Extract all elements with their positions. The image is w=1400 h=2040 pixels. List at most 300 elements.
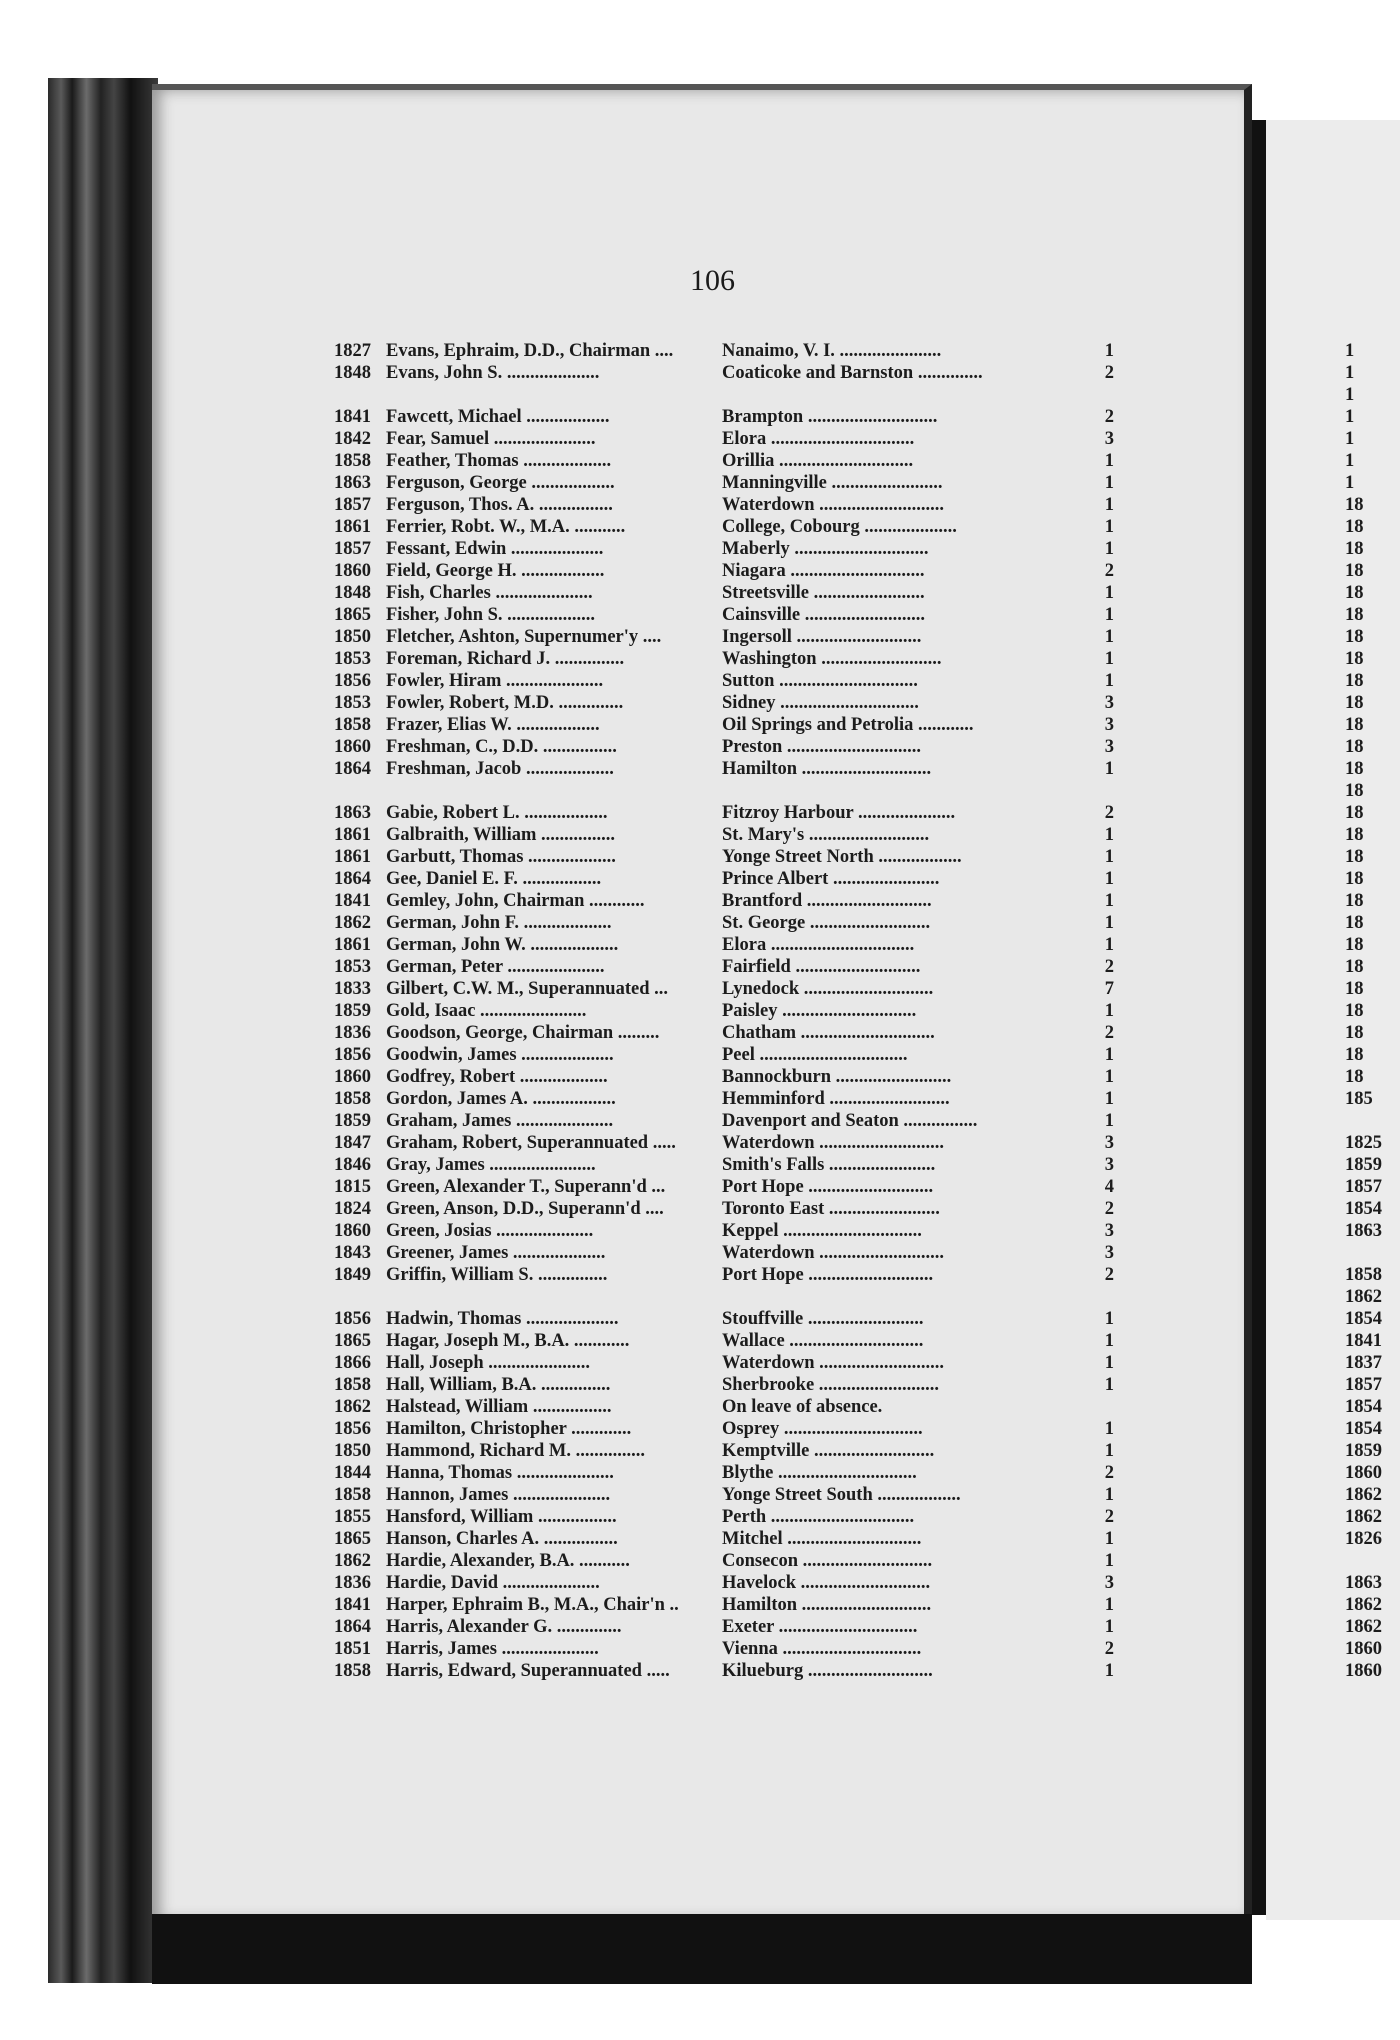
section-gap [334,780,1114,802]
facing-page-fragment: 1 [1345,407,1355,427]
entry-name: Hardie, Alexander, B.A. ........... [386,1551,630,1571]
entry-station: Cainsville .......................... [722,605,925,625]
entry-year: 1865 [334,1331,371,1351]
facing-page-fragment: 18 [1345,627,1364,647]
entry-years-count: 1 [1104,1089,1114,1109]
facing-page-fragment [1345,1550,1400,1572]
entry-name: Griffin, William S. ............... [386,1265,608,1285]
entry-name: Gordon, James A. .................. [386,1089,616,1109]
entry-row [334,758,1114,780]
entry-station: Perth ............................... [722,1507,915,1527]
entry-year: 1844 [334,1463,371,1483]
entry-year: 1863 [334,473,371,493]
facing-page-fragment: 1863 [1345,1573,1382,1593]
entry-year: 1862 [334,1551,371,1571]
entry-station: Sidney .............................. [722,693,919,713]
entry-station: Wallace ............................. [722,1331,924,1351]
entry-row [334,1044,1114,1066]
facing-page-fragment: 18 [1345,891,1364,911]
facing-page-fragment: 18 [1345,957,1364,977]
entry-row [334,714,1114,736]
entry-row [334,648,1114,670]
facing-page-fragment: 18 [1345,803,1364,823]
entry-name: German, John F. ................... [386,913,612,933]
entry-row [334,1308,1114,1330]
entry-station: Paisley ............................. [722,1001,917,1021]
facing-page-fragment: 1 [1345,363,1355,383]
facing-page-fragment: 1854 [1345,1397,1382,1417]
entry-row [334,582,1114,604]
entry-year: 1847 [334,1133,371,1153]
entry-station: Consecon ............................ [722,1551,933,1571]
entry-year: 1858 [334,1089,371,1109]
entry-year: 1856 [334,671,371,691]
entry-years-count: 2 [1104,561,1114,581]
entry-row [334,1506,1114,1528]
entry-years-count: 1 [1104,1617,1114,1637]
entry-name: Graham, James ..................... [386,1111,614,1131]
entry-years-count: 3 [1104,1133,1114,1153]
facing-page-fragment: 1862 [1345,1485,1382,1505]
entry-station: St. Mary's .......................... [722,825,930,845]
entry-station: Keppel .............................. [722,1221,922,1241]
entry-year: 1851 [334,1639,371,1659]
entry-year: 1863 [334,803,371,823]
entry-name: Hansford, William ................. [386,1507,617,1527]
entry-row [334,802,1114,824]
entry-name: Godfrey, Robert ................... [386,1067,608,1087]
entry-station: Nanaimo, V. I. ...................... [722,341,942,361]
facing-page-fragment: 18 [1345,825,1364,845]
entry-years-count: 1 [1104,1441,1114,1461]
entry-years-count: 1 [1104,451,1114,471]
entry-years-count: 1 [1104,869,1114,889]
entry-row [334,670,1114,692]
entry-year: 1858 [334,1485,371,1505]
entry-name: Greener, James .................... [386,1243,606,1263]
entry-name: Harris, James ..................... [386,1639,599,1659]
entry-station: Kemptville .......................... [722,1441,935,1461]
entry-years-count: 1 [1104,759,1114,779]
entry-year: 1853 [334,649,371,669]
entry-year: 1866 [334,1353,371,1373]
entry-years-count: 2 [1104,407,1114,427]
entry-station: Peel ................................ [722,1045,908,1065]
entry-year: 1856 [334,1045,371,1065]
entry-years-count: 1 [1104,473,1114,493]
entry-station: Elora ............................... [722,935,915,955]
entry-year: 1858 [334,451,371,471]
entry-year: 1841 [334,1595,371,1615]
entry-row [334,1352,1114,1374]
entry-row [334,1110,1114,1132]
entry-name: Fish, Charles ..................... [386,583,593,603]
entry-years-count: 3 [1104,429,1114,449]
entry-row [334,1198,1114,1220]
entry-name: German, Peter ..................... [386,957,605,977]
entry-station: St. George .......................... [722,913,931,933]
entry-name: Green, Josias ..................... [386,1221,594,1241]
entry-row [334,340,1114,362]
entry-name: Hanson, Charles A. ................ [386,1529,618,1549]
entry-year: 1815 [334,1177,371,1197]
entry-station: Lynedock ............................ [722,979,934,999]
facing-page-fragment: 1860 [1345,1639,1382,1659]
entry-station: Waterdown ........................... [722,1243,944,1263]
entry-years-count: 7 [1104,979,1114,999]
entry-year: 1853 [334,693,371,713]
entry-row [334,1528,1114,1550]
entry-station: Sutton .............................. [722,671,918,691]
page-bottom-shadow [152,1914,1252,1984]
entry-station: Elora ............................... [722,429,915,449]
entry-name: Halstead, William ................. [386,1397,612,1417]
entry-years-count: 1 [1104,1419,1114,1439]
book-gutter [1252,120,1266,1915]
entry-year: 1860 [334,737,371,757]
entry-row [334,1000,1114,1022]
entry-years-count: 2 [1104,1199,1114,1219]
entry-year: 1861 [334,825,371,845]
entry-row [334,890,1114,912]
entry-years-count: 1 [1104,605,1114,625]
entry-station: Brantford ........................... [722,891,932,911]
entry-row [334,868,1114,890]
entry-row [334,604,1114,626]
entry-row [334,428,1114,450]
facing-page-fragment: 18 [1345,517,1364,537]
entry-row [334,846,1114,868]
entry-station: Washington .......................... [722,649,942,669]
entry-year: 1849 [334,1265,371,1285]
entry-years-count: 3 [1104,737,1114,757]
entry-name: Frazer, Elias W. .................. [386,715,600,735]
entry-years-count: 2 [1104,957,1114,977]
entry-name: Ferrier, Robt. W., M.A. ........... [386,517,626,537]
entry-name: Goodwin, James .................... [386,1045,614,1065]
entry-row [334,406,1114,428]
entry-year: 1864 [334,759,371,779]
entry-station: Havelock ............................ [722,1573,931,1593]
entry-station: Oil Springs and Petrolia ............ [722,715,974,735]
facing-page-fragment: 1841 [1345,1331,1382,1351]
entry-name: Ferguson, George .................. [386,473,615,493]
entry-row [334,1616,1114,1638]
entry-station: Streetsville ........................ [722,583,925,603]
entry-row [334,978,1114,1000]
entry-years-count: 1 [1104,1045,1114,1065]
entry-name: Hamilton, Christopher ............. [386,1419,632,1439]
entry-row [334,934,1114,956]
entry-years-count: 2 [1104,1639,1114,1659]
entry-name: Freshman, C., D.D. ................ [386,737,617,757]
entry-station: Kilueburg ........................... [722,1661,933,1681]
entry-name: Gold, Isaac ....................... [386,1001,587,1021]
entry-year: 1858 [334,715,371,735]
entry-station: Stouffville ......................... [722,1309,924,1329]
entry-name: Fear, Samuel ...................... [386,429,596,449]
entry-name: Gilbert, C.W. M., Superannuated ... [386,979,668,999]
facing-page-fragment: 1859 [1345,1155,1382,1175]
facing-page-fragment: 1862 [1345,1617,1382,1637]
entry-station: Osprey .............................. [722,1419,923,1439]
entry-row [334,1132,1114,1154]
facing-page-fragment [1345,1242,1400,1264]
entry-years-count: 1 [1104,517,1114,537]
entry-years-count: 1 [1104,627,1114,647]
entry-name: Harris, Alexander G. .............. [386,1617,622,1637]
entry-row [334,538,1114,560]
entry-name: Gemley, John, Chairman ............ [386,891,645,911]
entry-name: Feather, Thomas ................... [386,451,612,471]
entry-name: Field, George H. .................. [386,561,605,581]
facing-page-fragment: 1863 [1345,1221,1382,1241]
facing-page-fragment [1345,1110,1400,1132]
entry-name: Freshman, Jacob ................... [386,759,614,779]
entry-station: Preston ............................. [722,737,922,757]
entry-name: Hadwin, Thomas .................... [386,1309,619,1329]
entry-years-count: 3 [1104,1243,1114,1263]
entry-name: Ferguson, Thos. A. ................ [386,495,613,515]
entry-row [334,824,1114,846]
entry-row [334,1242,1114,1264]
facing-page-fragment: 1837 [1345,1353,1382,1373]
facing-page-fragment: 18 [1345,913,1364,933]
entry-name: Evans, John S. .................... [386,363,600,383]
facing-page-fragment: 18 [1345,759,1364,779]
entry-year: 1836 [334,1573,371,1593]
entry-row [334,494,1114,516]
entry-name: Harper, Ephraim B., M.A., Chair'n .. [386,1595,679,1615]
facing-page-fragment: 18 [1345,495,1364,515]
entry-name: Goodson, George, Chairman ......... [386,1023,660,1043]
entry-year: 1859 [334,1001,371,1021]
facing-page-fragment: 18 [1345,561,1364,581]
entry-years-count: 1 [1104,495,1114,515]
facing-page-fragment: 18 [1345,781,1364,801]
entry-station: Waterdown ........................... [722,495,944,515]
entry-year: 1846 [334,1155,371,1175]
facing-page-fragment: 1860 [1345,1463,1382,1483]
entry-row [334,1462,1114,1484]
entry-year: 1850 [334,627,371,647]
facing-page-fragment: 1860 [1345,1661,1382,1681]
entry-years-count: 1 [1104,1529,1114,1549]
entry-year: 1862 [334,913,371,933]
facing-page-fragment: 185 [1345,1089,1373,1109]
entry-year: 1843 [334,1243,371,1263]
entry-year: 1858 [334,1375,371,1395]
entry-years-count: 1 [1104,913,1114,933]
ministers-list [334,340,1114,1682]
facing-page-fragment: 18 [1345,671,1364,691]
facing-page-fragment: 18 [1345,1023,1364,1043]
entry-name: Fowler, Hiram ..................... [386,671,604,691]
facing-page-fragment: 1826 [1345,1529,1382,1549]
entry-station: Davenport and Seaton ................ [722,1111,978,1131]
facing-page-fragment: 18 [1345,649,1364,669]
entry-row [334,1264,1114,1286]
facing-page-fragment: 1854 [1345,1419,1382,1439]
entry-station: Yonge Street South .................. [722,1485,961,1505]
entry-years-count: 1 [1104,1111,1114,1131]
page-number: 106 [690,264,735,297]
entry-row [334,472,1114,494]
entry-name: Fisher, John S. ................... [386,605,596,625]
entry-row [334,1066,1114,1088]
entry-row [334,626,1114,648]
entry-year: 1841 [334,891,371,911]
entry-years-count: 1 [1104,1309,1114,1329]
entry-name: Evans, Ephraim, D.D., Chairman .... [386,341,674,361]
entry-year: 1864 [334,869,371,889]
entry-year: 1861 [334,847,371,867]
entry-station: Yonge Street North .................. [722,847,962,867]
facing-page-fragment: 1 [1345,473,1355,493]
facing-page-fragment: 1854 [1345,1199,1382,1219]
entry-years-count: 1 [1104,649,1114,669]
entry-station: Port Hope ........................... [722,1177,934,1197]
entry-row [334,450,1114,472]
entry-years-count: 1 [1104,1485,1114,1505]
facing-page-fragment: 1857 [1345,1375,1382,1395]
entry-year: 1860 [334,1221,371,1241]
facing-page-fragment: 18 [1345,539,1364,559]
section-gap [334,1286,1114,1308]
entry-years-count: 1 [1104,935,1114,955]
entry-year: 1865 [334,605,371,625]
entry-year: 1858 [334,1661,371,1681]
facing-page-fragment: 18 [1345,979,1364,999]
entry-years-count: 3 [1104,1573,1114,1593]
entry-row [334,1176,1114,1198]
entry-years-count: 1 [1104,1067,1114,1087]
entry-year: 1860 [334,561,371,581]
facing-page-fragment: 18 [1345,693,1364,713]
entry-years-count: 1 [1104,847,1114,867]
entry-year: 1855 [334,1507,371,1527]
entry-station: Mitchel ............................. [722,1529,922,1549]
facing-page-fragment: 1862 [1345,1507,1382,1527]
entry-station: Hamilton ............................ [722,1595,932,1615]
entry-years-count: 3 [1104,715,1114,735]
entry-years-count: 3 [1104,693,1114,713]
entry-station: Manningville ........................ [722,473,943,493]
entry-station: Maberly ............................. [722,539,929,559]
facing-page-fragment: 18 [1345,847,1364,867]
facing-page-fragment: 1857 [1345,1177,1382,1197]
entry-station: Sherbrooke .......................... [722,1375,940,1395]
entry-name: Hall, William, B.A. ............... [386,1375,611,1395]
entry-row [334,1638,1114,1660]
entry-name: Garbutt, Thomas ................... [386,847,616,867]
facing-page-fragment: 1858 [1345,1265,1382,1285]
entry-name: Fowler, Robert, M.D. .............. [386,693,624,713]
entry-station: Fitzroy Harbour ..................... [722,803,956,823]
entry-years-count: 1 [1104,1661,1114,1681]
entry-year: 1857 [334,495,371,515]
entry-row [334,1396,1114,1418]
entry-name: Gabie, Robert L. .................. [386,803,608,823]
entry-year: 1859 [334,1111,371,1131]
entry-year: 1836 [334,1023,371,1043]
facing-page-fragment: 1 [1345,429,1355,449]
section-gap [334,384,1114,406]
entry-year: 1842 [334,429,371,449]
entry-name: Foreman, Richard J. ............... [386,649,625,669]
facing-page-fragment: 1854 [1345,1309,1382,1329]
entry-year: 1824 [334,1199,371,1219]
entry-years-count: 4 [1104,1177,1114,1197]
entry-years-count: 3 [1104,1221,1114,1241]
entry-row [334,362,1114,384]
entry-row [334,912,1114,934]
entry-year: 1865 [334,1529,371,1549]
entry-station: Port Hope ........................... [722,1265,934,1285]
facing-page-fragment: 18 [1345,737,1364,757]
entry-station: Toronto East ........................ [722,1199,940,1219]
entry-year: 1856 [334,1309,371,1329]
entry-station: Exeter .............................. [722,1617,918,1637]
facing-page-fragment: 1 [1345,451,1355,471]
entry-name: Hannon, James ..................... [386,1485,611,1505]
entry-years-count: 1 [1104,671,1114,691]
entry-year: 1848 [334,583,371,603]
facing-page-fragment: 1859 [1345,1441,1382,1461]
entry-years-count: 1 [1104,539,1114,559]
facing-page-fragment: 1825 [1345,1133,1382,1153]
entry-row [334,692,1114,714]
entry-year: 1861 [334,517,371,537]
entry-row [334,1088,1114,1110]
entry-year: 1841 [334,407,371,427]
facing-page-fragment: 18 [1345,1067,1364,1087]
entry-name: Gee, Daniel E. F. ................. [386,869,602,889]
entry-station: Coaticoke and Barnston .............. [722,363,983,383]
entry-years-count: 2 [1104,803,1114,823]
entry-year: 1861 [334,935,371,955]
facing-page-fragment: 1 [1345,341,1355,361]
entry-year: 1848 [334,363,371,383]
entry-years-count: 1 [1104,1595,1114,1615]
entry-station: Prince Albert ....................... [722,869,940,889]
entry-years-count: 1 [1104,825,1114,845]
entry-station: On leave of absence. [722,1397,883,1417]
entry-station: Waterdown ........................... [722,1353,944,1373]
entry-years-count: 2 [1104,1463,1114,1483]
entry-year: 1862 [334,1397,371,1417]
entry-station: Fairfield ........................... [722,957,921,977]
entry-name: Hanna, Thomas ..................... [386,1463,614,1483]
entry-name: Gray, James ....................... [386,1155,596,1175]
entry-station: Hemminford .......................... [722,1089,950,1109]
entry-station: Blythe .............................. [722,1463,917,1483]
entry-station: Ingersoll ........................... [722,627,922,647]
facing-page-fragment: 1862 [1345,1595,1382,1615]
facing-page-fragment: 18 [1345,869,1364,889]
entry-station: Bannockburn ......................... [722,1067,952,1087]
entry-row [334,516,1114,538]
entry-name: Graham, Robert, Superannuated ..... [386,1133,676,1153]
entry-years-count: 1 [1104,891,1114,911]
entry-station: Niagara ............................. [722,561,925,581]
entry-station: Waterdown ........................... [722,1133,944,1153]
entry-row [334,1220,1114,1242]
entry-years-count: 1 [1104,1375,1114,1395]
entry-years-count: 2 [1104,1507,1114,1527]
entry-years-count: 3 [1104,1155,1114,1175]
entry-row [334,1660,1114,1682]
